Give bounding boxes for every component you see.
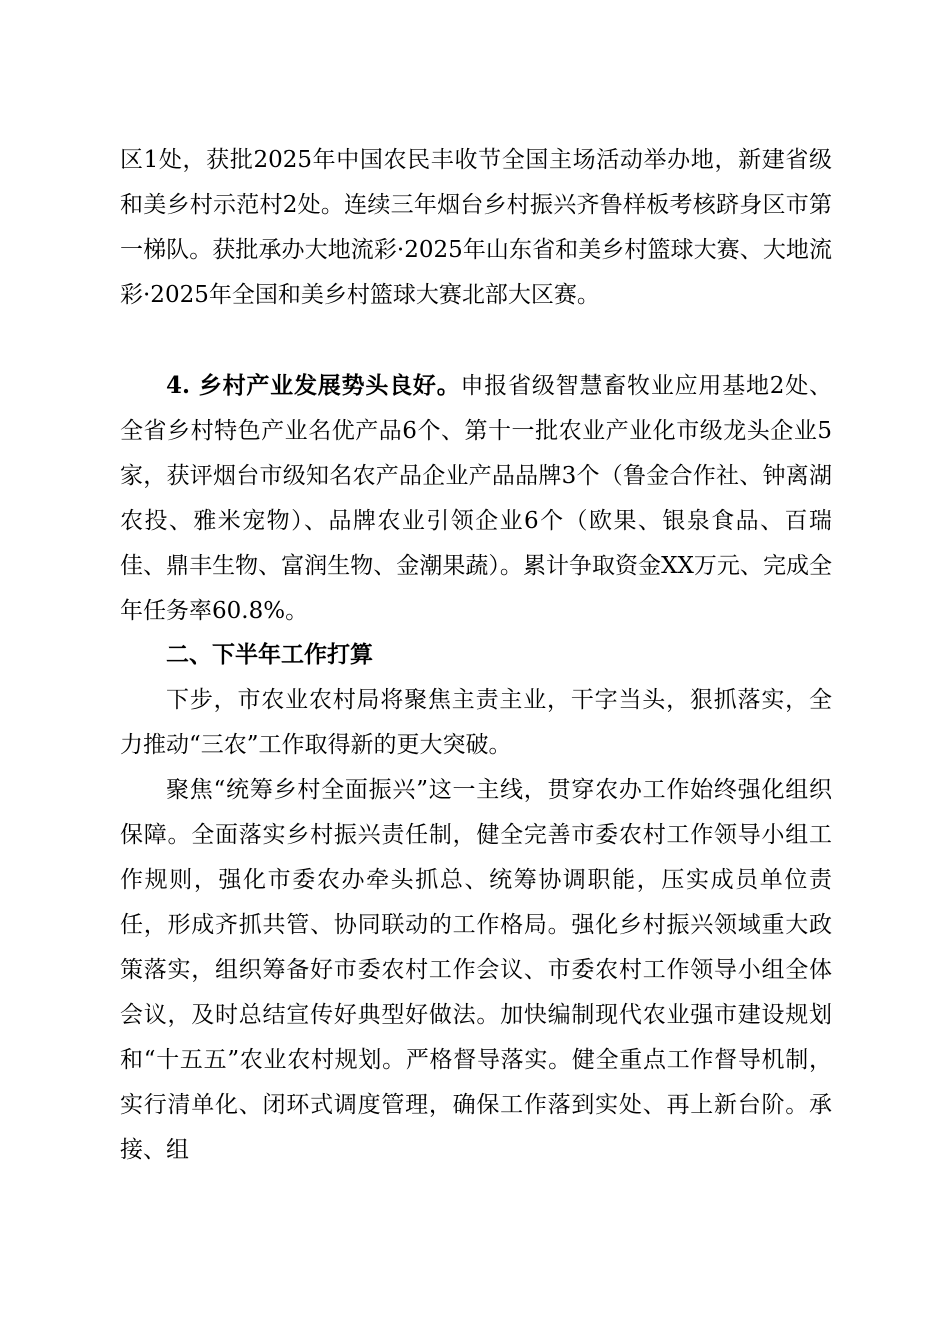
paragraph-text: 聚焦“统筹乡村全面振兴”这一主线，贯穿农办工作始终强化组织保障。全面落实乡村振兴责任制，健全完善市委农村工作领导小组工作规则，强化市委农办牵头抓总、统筹协调职能，压实成员单位责任，形成齐抓共管、协同联动的工作格局。强化乡村振兴领域重大政策落实，组织筹备好市委农村工作会议、市委农村工作领导小组全体会议，及时总结宣传好典型好做法。加快编制现代农业强市建设规划和“十五五”农业农村规划。严格督导落实。健全重点工作督导机制，实行清单化、闭环式调度管理，确保工作落到实处、再上新台阶。承接、组	[120, 777, 832, 1163]
paragraph-text: 申报省级智慧畜牧业应用基地2处、全省乡村特色产业名优产品6个、第十一批农业产业化市级龙头企业5家，获评烟台市级知名农产品企业产品品牌3个（鲁金合作社、钟离湖农投、雅米宠物）、品牌农业引领企业6个（欧果、银泉食品、百瑞佳、鼎丰生物、富润生物、金潮果蔬）。累计争取资金XX万元、完成全年任务率60.8%。	[120, 373, 832, 624]
paragraph-text: 区1处，获批2025年中国农民丰收节全国主场活动举办地，新建省级和美乡村示范村2处。连续三年烟台乡村振兴齐鲁样板考核跻身区市第一梯队。获批承办大地流彩·2025年山东省和美乡村篮球大赛、大地流彩·2025年全国和美乡村篮球大赛北部大区赛。	[120, 147, 832, 308]
section-heading: 二、下半年工作打算	[166, 642, 373, 668]
paragraph-lead-bold: 4. 乡村产业发展势头良好。	[166, 372, 461, 399]
paragraph-next-steps	[120, 678, 832, 768]
paragraph-continuation	[120, 138, 832, 318]
section-heading-block	[120, 633, 832, 678]
paragraph-body	[120, 363, 832, 634]
paragraph-industry-development	[120, 363, 832, 634]
paragraph-main-line	[120, 768, 832, 1173]
paragraph-text: 下步，市农业农村局将聚焦主责主业，干字当头，狠抓落实，全力推动“三农”工作取得新的更大突破。	[120, 687, 832, 758]
